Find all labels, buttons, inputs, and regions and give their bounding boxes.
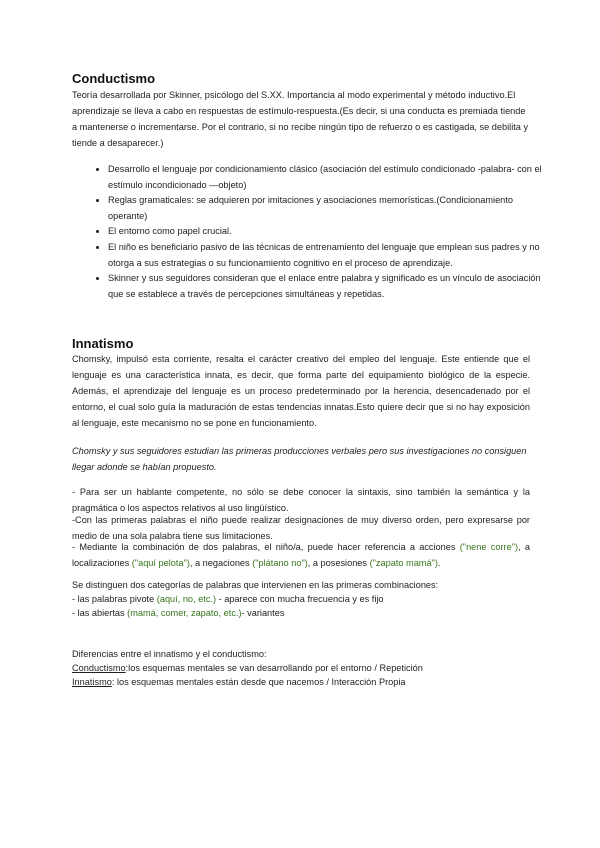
diferencias-heading: Diferencias entre el innatismo y el conductismo:: [72, 649, 267, 659]
abiertas-lead: - las abiertas: [72, 608, 128, 618]
pivote-lead: - las palabras pivote: [72, 594, 157, 604]
point-3-text: , a localizaciones: [72, 542, 530, 568]
bullet-item: • El entorno como papel crucial.: [108, 224, 548, 240]
diferencias-row-innatismo: [72, 674, 530, 690]
point-3-text: .: [437, 558, 441, 568]
conductismo-bullet-list: [88, 162, 548, 302]
innatismo-point-3: [72, 539, 530, 571]
bullet-item: • El niño es beneficiario pasivo de las técnicas de entrenamiento del lenguaje que emplean sus padres y no otorga a sus estrategias o su funcionamiento cognitivo en el proceso de aprendizaje.: [108, 240, 548, 271]
definition-innatismo: : los esquemas mentales están desde que nacemos / Interacción Propia: [111, 677, 406, 687]
categorias-intro: Se distinguen dos categorías de palabras que intervienen en las primeras combinaciones:: [72, 580, 439, 590]
bullet-item: • Reglas gramaticales: se adquieren por imitaciones y asociaciones memorísticas.(Condicionamiento operante): [108, 193, 548, 224]
term-innatismo: Innatismo: [72, 677, 112, 687]
heading-innatismo: Innatismo: [72, 336, 134, 351]
innatismo-intro: Chomsky, impulsó esta corriente, resalta el carácter creativo del empleo del lenguaje. Este entiende que el lenguaje es una característica innata, es decir, que forma parte del equipamiento biológico de la especie. Además, el aprendizaje del lenguaje es un proceso predeterminado por la herencia, desencadenado por el entorno, el cual solo guía la maduración de estas tendencias innatas.Esto quiere decir que si no hay exposición al lenguaje, este mecanismo no se pone en funcionamiento.: [72, 354, 530, 428]
conductismo-intro: Teoría desarrollada por Skinner, psicólogo del S.XX. Importancia al modo experimental y método inductivo.El aprendizaje se lleva a cabo en respuestas de estímulo-respuesta.(Es decir, si una conducta es premiada tiende a mantenerse o incrementarse. Por el contrario, si no recibe ningún tipo de refuerzo o es castigada, se debilita y tiende a desaparecer.): [72, 90, 529, 148]
example-negacion: ("plátano no"): [252, 558, 308, 568]
example-accion: ("nene corre"): [459, 542, 519, 552]
abiertas-example: (mamá, comer, zapato, etc.): [127, 608, 242, 618]
innatismo-point-2: -Con las primeras palabras el niño puede realizar designaciones de muy diverso orden, pero expresarse por medio de una sola palabra tiene sus limitaciones.: [72, 515, 530, 541]
pivote-desc: - aparece con mucha frecuencia y es fijo: [216, 594, 384, 604]
bullet-item: • Desarrollo el lenguaje por condicionamiento clásico (asociación del estímulo condicionado -palabra- con el estímulo incondicionado —objeto): [108, 162, 548, 193]
innatismo-point-1: - Para ser un hablante competente, no sólo se debe conocer la sintaxis, sino también la semántica y la pragmática o los aspectos relativos al uso lingüístico.: [72, 487, 530, 513]
definition-conductismo: :los esquemas mentales se van desarrollando por el entorno / Repetición: [125, 663, 423, 673]
example-localizacion: ("aquí pelota"): [131, 558, 190, 568]
point-3-lead: - Mediante la combinación de dos palabras, el niño/a, puede hacer referencia a acciones: [72, 542, 460, 552]
heading-conductismo: Conductismo: [72, 71, 156, 86]
bullet-item: • Skinner y sus seguidores consideran que el enlace entre palabra y significado es un vínculo de asociación que se establece a través de percepciones simultáneas y repetidas.: [108, 271, 548, 302]
pivote-example: (aquí, no, etc.): [156, 594, 217, 604]
point-3-text: , a negaciones: [189, 558, 253, 568]
abiertas-desc: - variantes: [241, 608, 285, 618]
innatismo-italic-note: Chomsky y sus seguidores estudian las primeras producciones verbales pero sus investigaciones no consiguen llegar adonde se habían propuesto.: [72, 446, 527, 472]
point-3-text: , a posesiones: [307, 558, 370, 568]
categoria-abiertas: [72, 605, 530, 621]
term-conductismo: Conductismo: [72, 663, 126, 673]
example-posesion: ("zapato mamá"): [369, 558, 438, 568]
